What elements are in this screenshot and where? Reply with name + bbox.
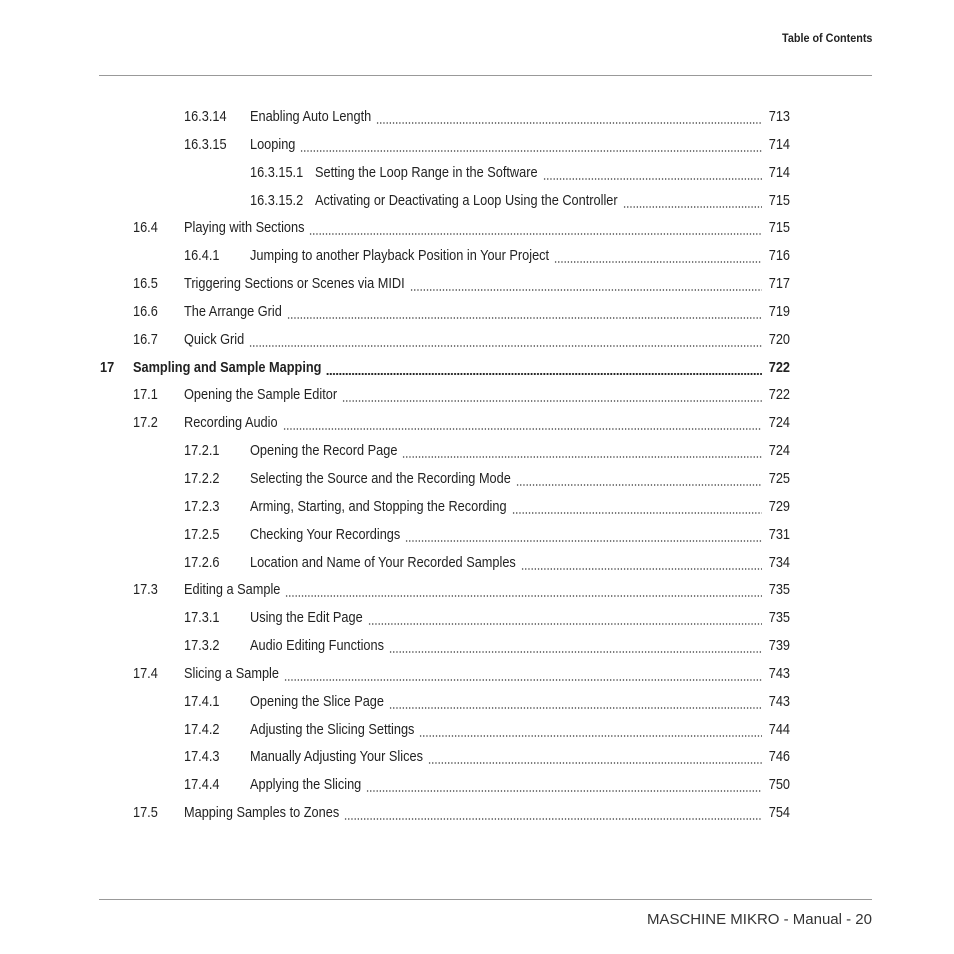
- toc-entry-page: 725: [768, 469, 790, 487]
- toc-entry-number: 17.2.6: [184, 553, 220, 571]
- toc-entry-title: Opening the Slice Page: [250, 692, 384, 710]
- toc-entry-page: 754: [768, 804, 790, 822]
- toc-entry-page: 746: [768, 748, 790, 766]
- toc-leader-dots: [521, 568, 762, 570]
- toc-leader-dots: [419, 735, 762, 737]
- page-footer: MASCHINE MIKRO - Manual - 20: [646, 911, 872, 928]
- toc-leader-dots: [405, 540, 762, 542]
- toc-leader-dots: [376, 122, 762, 124]
- toc-entry-page: 735: [768, 581, 790, 599]
- toc-entry-title: Selecting the Source and the Recording Mode: [250, 469, 511, 487]
- toc-entry-number: 17.1: [133, 386, 158, 404]
- toc-entry-title: Using the Edit Page: [250, 609, 363, 627]
- toc-entry[interactable]: [0, 576, 954, 604]
- page-header-title: Table of Contents: [781, 31, 872, 45]
- toc-entry-title: Triggering Sections or Scenes via MIDI: [184, 275, 405, 293]
- toc-entry-page: 722: [768, 358, 790, 376]
- toc-entry[interactable]: [0, 521, 954, 549]
- toc-entry-title: Jumping to another Playback Position in Your Project: [250, 247, 550, 265]
- toc-entry-number: 16.5: [133, 275, 158, 293]
- toc-leader-dots: [368, 623, 762, 625]
- toc-entry[interactable]: [0, 437, 954, 465]
- toc-entry[interactable]: [0, 270, 954, 298]
- toc-entry-page: 744: [768, 720, 790, 738]
- toc-entry-title: Opening the Sample Editor: [184, 386, 338, 404]
- toc-entry-number: 17.2.5: [184, 525, 220, 543]
- toc-entry[interactable]: [0, 465, 954, 493]
- toc-entry-title: The Arrange Grid: [184, 302, 282, 320]
- toc-entry-page: 750: [768, 776, 790, 794]
- toc-entry-title: Manually Adjusting Your Slices: [250, 748, 423, 766]
- toc-entry-page: 724: [768, 442, 790, 460]
- toc-entry-title: Playing with Sections: [184, 219, 305, 237]
- toc-entry-number: 16.4.1: [184, 247, 220, 265]
- toc-entry[interactable]: [0, 549, 954, 577]
- toc-entry-title: Slicing a Sample: [184, 664, 279, 682]
- toc-entry[interactable]: [0, 743, 954, 771]
- toc-entry-number: 16.7: [133, 330, 158, 348]
- toc-entry[interactable]: [0, 688, 954, 716]
- toc-leader-dots: [342, 400, 762, 402]
- toc-entry-title: Arming, Starting, and Stopping the Recording: [250, 497, 507, 515]
- toc-entry-title: Activating or Deactivating a Loop Using the Controller: [315, 191, 618, 209]
- toc-entry-number: 17.4.3: [184, 748, 220, 766]
- toc-entry-page: 722: [768, 386, 790, 404]
- toc-leader-dots: [326, 373, 762, 375]
- toc-entry-number: 17.4.4: [184, 776, 220, 794]
- toc-entry-title: Adjusting the Slicing Settings: [250, 720, 415, 738]
- toc-entry[interactable]: [0, 298, 954, 326]
- toc-entry-page: 735: [768, 609, 790, 627]
- toc-entry-page: 719: [768, 302, 790, 320]
- toc-entry[interactable]: [0, 354, 954, 382]
- toc-entry-number: 16.3.15.1: [250, 163, 304, 181]
- toc-entry[interactable]: [0, 326, 954, 354]
- toc-entry-title: Sampling and Sample Mapping: [133, 358, 322, 376]
- toc-entry-page: 717: [768, 275, 790, 293]
- toc-leader-dots: [309, 233, 762, 235]
- toc-entry-title: Setting the Loop Range in the Software: [315, 163, 538, 181]
- toc-leader-dots: [389, 707, 762, 709]
- toc-entry-number: 16.6: [133, 302, 158, 320]
- toc-entry-page: 714: [768, 163, 790, 181]
- toc-entry-number: 17.2: [133, 414, 158, 432]
- toc-entry[interactable]: [0, 493, 954, 521]
- toc-leader-dots: [402, 456, 762, 458]
- toc-entry[interactable]: [0, 159, 954, 187]
- toc-entry-number: 17.4.1: [184, 692, 220, 710]
- toc-leader-dots: [623, 206, 762, 208]
- toc-leader-dots: [366, 790, 762, 792]
- toc-entry-title: Recording Audio: [184, 414, 278, 432]
- toc-entry[interactable]: [0, 187, 954, 215]
- toc-entry[interactable]: [0, 604, 954, 632]
- toc-entry[interactable]: [0, 103, 954, 131]
- toc-entry[interactable]: [0, 660, 954, 688]
- toc-entry[interactable]: [0, 381, 954, 409]
- toc-entry-page: 729: [768, 497, 790, 515]
- toc-entry-number: 16.3.15: [184, 135, 227, 153]
- toc-entry[interactable]: [0, 716, 954, 744]
- toc-entry-page: 716: [768, 247, 790, 265]
- toc-entry-number: 17.4.2: [184, 720, 220, 738]
- toc-entry-page: 743: [768, 664, 790, 682]
- toc-leader-dots: [516, 484, 762, 486]
- toc-entry[interactable]: [0, 242, 954, 270]
- toc-entry[interactable]: [0, 214, 954, 242]
- toc-entry-page: 714: [768, 135, 790, 153]
- table-of-contents: [0, 103, 954, 827]
- toc-entry-title: Mapping Samples to Zones: [184, 804, 340, 822]
- toc-entry-page: 713: [768, 108, 790, 125]
- toc-leader-dots: [410, 289, 762, 291]
- toc-entry-page: 731: [768, 525, 790, 543]
- toc-leader-dots: [283, 428, 762, 430]
- toc-leader-dots: [285, 595, 762, 597]
- toc-entry-title: Applying the Slicing: [250, 776, 362, 794]
- toc-entry-number: 17: [100, 358, 115, 376]
- toc-entry[interactable]: [0, 799, 954, 827]
- toc-leader-dots: [287, 317, 762, 319]
- toc-entry-title: Checking Your Recordings: [250, 525, 401, 543]
- toc-entry-number: 16.3.14: [184, 108, 227, 125]
- toc-leader-dots: [512, 512, 762, 514]
- toc-entry-number: 17.2.2: [184, 469, 220, 487]
- toc-entry-number: 17.2.3: [184, 497, 220, 515]
- toc-entry-page: 734: [768, 553, 790, 571]
- toc-entry-title: Location and Name of Your Recorded Samples: [250, 553, 516, 571]
- toc-entry-page: 715: [768, 219, 790, 237]
- toc-entry-number: 17.3.2: [184, 637, 220, 655]
- toc-entry-number: 16.3.15.2: [250, 191, 304, 209]
- toc-entry-number: 17.3.1: [184, 609, 220, 627]
- toc-entry-page: 720: [768, 330, 790, 348]
- toc-entry-page: 724: [768, 414, 790, 432]
- toc-leader-dots: [428, 762, 762, 764]
- toc-entry-number: 17.3: [133, 581, 158, 599]
- toc-entry-number: 17.2.1: [184, 442, 220, 460]
- toc-entry-number: 17.4: [133, 664, 158, 682]
- toc-entry-page: 739: [768, 637, 790, 655]
- toc-leader-dots: [344, 818, 762, 820]
- toc-entry-number: 17.5: [133, 804, 158, 822]
- toc-leader-dots: [249, 345, 762, 347]
- toc-leader-dots: [389, 651, 762, 653]
- toc-entry-title: Opening the Record Page: [250, 442, 398, 460]
- toc-entry-title: Audio Editing Functions: [250, 637, 384, 655]
- toc-leader-dots: [554, 261, 762, 263]
- toc-entry[interactable]: [0, 131, 954, 159]
- toc-leader-dots: [284, 679, 762, 681]
- toc-entry-page: 743: [768, 692, 790, 710]
- toc-entry[interactable]: [0, 632, 954, 660]
- toc-entry[interactable]: [0, 771, 954, 799]
- toc-entry-title: Looping: [250, 135, 296, 153]
- toc-leader-dots: [543, 178, 762, 180]
- toc-entry-title: Editing a Sample: [184, 581, 281, 599]
- toc-entry[interactable]: [0, 409, 954, 437]
- toc-entry-page: 715: [768, 191, 790, 209]
- toc-entry-number: 16.4: [133, 219, 158, 237]
- toc-entry-title: Quick Grid: [184, 330, 245, 348]
- footer-divider: [99, 899, 872, 900]
- toc-entry-title: Enabling Auto Length: [250, 108, 372, 125]
- toc-leader-dots: [300, 150, 762, 152]
- header-divider: [99, 75, 872, 76]
